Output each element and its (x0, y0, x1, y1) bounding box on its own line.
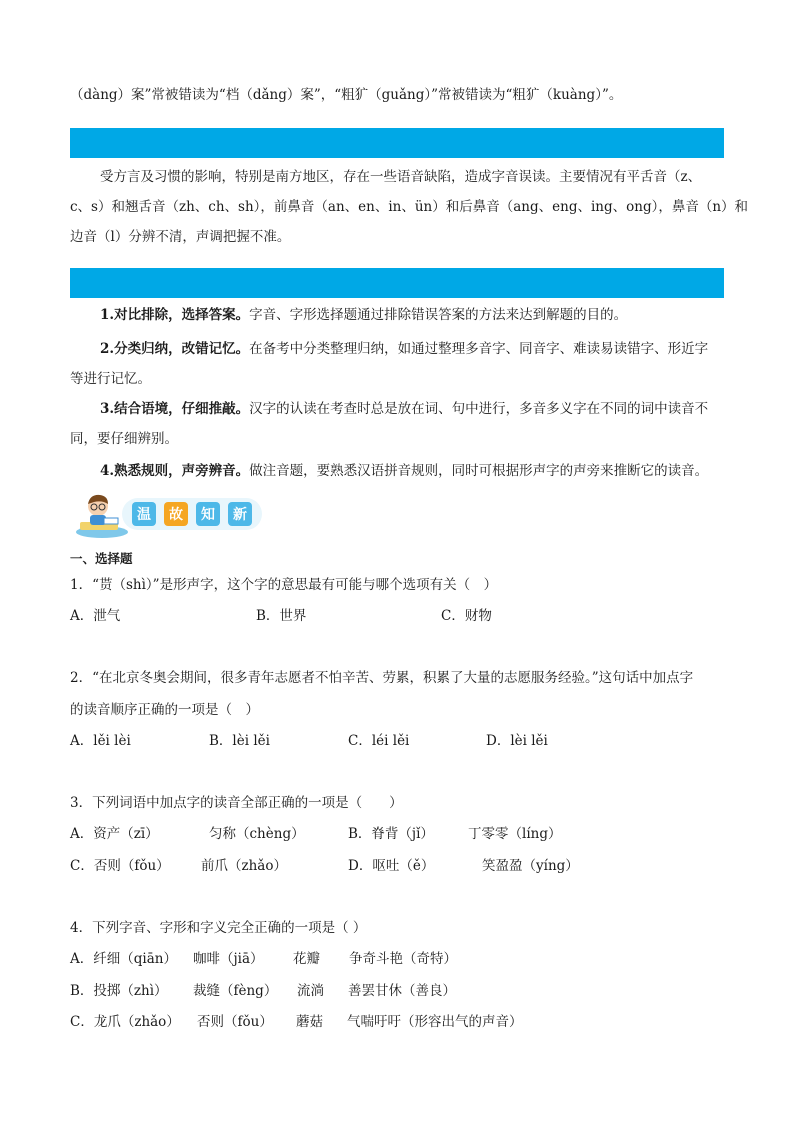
q4-option-c[interactable]: C．龙爪（zhǎo） (70, 1014, 180, 1030)
method-2 (100, 340, 708, 358)
q2-stem-line2: 的读音顺序正确的一项是（ ） (70, 702, 259, 718)
q4-a-word-4: 争奇斗艳（奇特） (349, 951, 457, 967)
q4-a-word-3: 花瓣 (293, 951, 320, 967)
review-logo (74, 492, 264, 540)
method-title: 3.结合语境，仔细推敲。 (100, 401, 250, 417)
q4-c-word-2: 否则（fǒu） (197, 1014, 273, 1030)
method-2-cont: 等进行记忆。 (70, 371, 151, 387)
method-4 (100, 462, 708, 480)
q2-option-c[interactable]: C．léi lěi (348, 733, 410, 749)
method-3-cont: 同，要仔细辨别。 (70, 431, 178, 447)
q4-option-b[interactable]: B．投掷（zhì） (70, 983, 168, 999)
q4-option-a[interactable]: A．纤细（qiān） (70, 951, 177, 967)
logo-char-2: 故 (164, 502, 188, 526)
q4-b-word-3: 流淌 (297, 983, 324, 999)
method-text: 做注音题，要熟悉汉语拼音规则，同时可根据形声字的声旁来推断它的读音。 (249, 463, 709, 479)
logo-char-4: 新 (228, 502, 252, 526)
q3-option-c[interactable]: C．否则（fǒu） (70, 858, 170, 874)
method-title: 4.熟悉规则，声旁辨音。 (100, 463, 250, 479)
q1-option-b[interactable]: B．世界 (256, 608, 307, 624)
logo-char-1: 温 (132, 502, 156, 526)
logo-char-3: 知 (196, 502, 220, 526)
section-band-1 (70, 128, 724, 158)
q1-option-a[interactable]: A．泄气 (70, 608, 121, 624)
q3-option-b[interactable]: B．脊背（jǐ） (348, 826, 434, 842)
q3-option-d[interactable]: D．呕吐（ě） (348, 858, 435, 874)
q3-option-b-2: 丁零零（líng） (468, 826, 562, 842)
intro-line: （dàng）案”常被错读为“档（dǎng）案”，“粗犷（guǎng）”常被错读为“粗犷（kuàng）”。 (70, 87, 623, 103)
q4-c-word-4: 气喘吁吁（形容出气的声音） (347, 1014, 523, 1030)
method-title: 1.对比排除，选择答案。 (100, 307, 250, 323)
q4-c-word-3: 蘑菇 (296, 1014, 323, 1030)
method-1 (100, 306, 627, 324)
q4-stem: 4．下列字音、字形和字义完全正确的一项是（ ） (70, 920, 367, 936)
q2-option-b[interactable]: B．lèi lěi (209, 733, 270, 749)
q3-option-c-2: 前爪（zhǎo） (201, 858, 287, 874)
method-text: 在备考中分类整理归纳，如通过整理多音字、同音字、难读易读错字、形近字 (249, 341, 709, 357)
method-title: 2.分类归纳，改错记忆。 (100, 341, 250, 357)
dialect-para-line1: 受方言及习惯的影响，特别是南方地区，存在一些语音缺陷，造成字音误读。主要情况有平舌音（z、 (100, 169, 702, 185)
q3-option-d-2: 笑盈盈（yíng） (482, 858, 579, 874)
method-text: 字音、字形选择题通过排除错误答案的方法来达到解题的目的。 (249, 307, 628, 323)
q3-option-a-2: 匀称（chèng） (209, 826, 305, 842)
method-3 (100, 400, 708, 418)
q4-b-word-4: 善罢甘休（善良） (348, 983, 456, 999)
dialect-para-line3: 边音（l）分辨不清，声调把握不准。 (70, 229, 291, 245)
q3-option-a[interactable]: A．资产（zī） (70, 826, 159, 842)
q1-option-c[interactable]: C．财物 (441, 608, 492, 624)
q4-b-word-2: 裁缝（fèng） (193, 983, 278, 999)
section-title: 一、选择题 (70, 551, 133, 566)
q1-stem: 1．“贳（shì）”是形声字，这个字的意思最有可能与哪个选项有关（ ） (70, 577, 498, 593)
q2-option-d[interactable]: D．lèi lěi (486, 733, 548, 749)
q2-option-a[interactable]: A．lěi lèi (70, 733, 131, 749)
dialect-para-line2: c、s）和翘舌音（zh、ch、sh），前鼻音（an、en、in、ün）和后鼻音（ang、eng、ing、ong），鼻音（n）和 (70, 199, 749, 215)
section-band-2 (70, 268, 724, 298)
q3-stem: 3．下列词语中加点字的读音全部正确的一项是（ ） (70, 795, 403, 811)
q2-stem-line1: 2．“在北京冬奥会期间，很多青年志愿者不怕辛苦、劳累，积累了大量的志愿服务经验。”这句话中加点字 (70, 670, 694, 686)
q4-a-word-2: 咖啡（jiā） (193, 951, 264, 967)
method-text: 汉字的认读在考查时总是放在词、句中进行，多音多义字在不同的词中读音不 (249, 401, 709, 417)
